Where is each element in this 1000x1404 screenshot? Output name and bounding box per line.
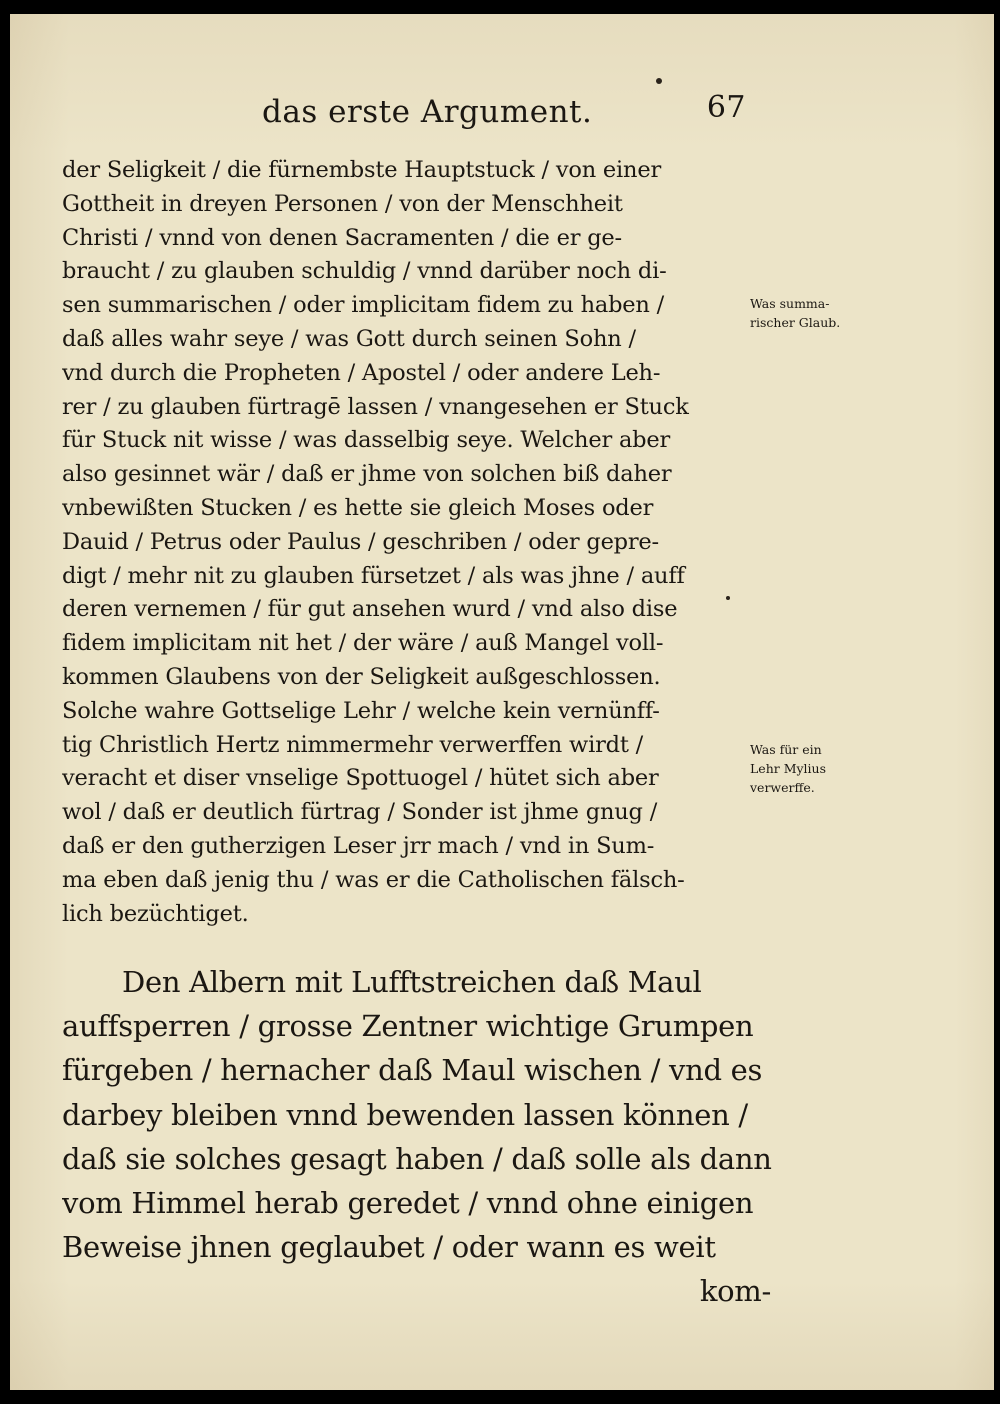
text-line: rer / zu glauben fürtragē lassen / vnangesehen er Stuck bbox=[62, 393, 689, 420]
body-paragraph bbox=[62, 154, 777, 931]
text-line: fidem implicitam nit het / der wäre / auß Mangel voll- bbox=[62, 630, 664, 657]
text-line: fürgeben / hernacher daß Maul wischen / vnd es bbox=[62, 1053, 763, 1088]
text-line: daß er den gutherzigen Leser jrr mach / vnd in Sum- bbox=[62, 832, 655, 859]
text-line: sen summarischen / oder implicitam fidem zu haben / bbox=[62, 292, 665, 319]
large-type-paragraph bbox=[62, 960, 777, 1314]
text-line: veracht et diser vnselige Spottuogel / hütet sich aber bbox=[62, 765, 659, 792]
margin-note bbox=[750, 740, 900, 797]
text-line: braucht / zu glauben schuldig / vnnd darüber noch di- bbox=[62, 258, 667, 285]
text-line: Beweise jhnen geglaubet / oder wann es weit bbox=[62, 1230, 716, 1265]
margin-note-line: rischer Glaub. bbox=[750, 315, 841, 330]
text-line: Gottheit in dreyen Personen / von der Menschheit bbox=[62, 190, 623, 217]
book-page bbox=[10, 14, 994, 1390]
ink-speck bbox=[656, 78, 662, 84]
running-head bbox=[262, 88, 782, 136]
text-line: Den Albern mit Lufftstreichen daß Maul bbox=[122, 965, 702, 999]
text-line: lich bezüchtiget. bbox=[62, 900, 249, 927]
text-line: vnd durch die Propheten / Apostel / oder andere Leh- bbox=[62, 359, 661, 386]
text-line: für Stuck nit wisse / was dasselbig seye. Welcher aber bbox=[62, 427, 671, 454]
text-line: auffsperren / grosse Zentner wichtige Grumpen bbox=[62, 1009, 754, 1044]
text-line: vom Himmel herab geredet / vnnd ohne einigen bbox=[62, 1185, 754, 1220]
text-line: daß sie solches gesagt haben / daß solle als dann bbox=[62, 1141, 772, 1176]
text-line: Dauid / Petrus oder Paulus / geschriben / oder gepre- bbox=[62, 528, 659, 555]
margin-note bbox=[750, 294, 900, 332]
text-line: tig Christlich Hertz nimmermehr verwerffen wirdt / bbox=[62, 731, 644, 758]
text-line: darbey bleiben vnnd bewenden lassen können / bbox=[62, 1097, 748, 1132]
text-line: digt / mehr nit zu glauben fürsetzet / als was jhne / auff bbox=[62, 562, 685, 589]
text-line: deren vernemen / für gut ansehen wurd / vnd also dise bbox=[62, 596, 678, 623]
text-line: ma eben daß jenig thu / was er die Catholischen fälsch- bbox=[62, 866, 685, 893]
text-line: kommen Glaubens von der Seligkeit außgeschlossen. bbox=[62, 663, 661, 690]
text-line: wol / daß er deutlich fürtrag / Sonder ist jhme gnug / bbox=[62, 799, 658, 826]
running-title: das erste Argument. bbox=[262, 94, 593, 130]
text-line: also gesinnet wär / daß er jhme von solchen biß daher bbox=[62, 461, 672, 488]
text-line: daß alles wahr seye / was Gott durch seinen Sohn / bbox=[62, 325, 636, 352]
margin-note-line: Was summa- bbox=[750, 296, 830, 311]
catchword: kom- bbox=[699, 1274, 771, 1309]
margin-note-line: verwerffe. bbox=[750, 780, 815, 795]
text-line: Solche wahre Gottselige Lehr / welche kein vernünff- bbox=[62, 697, 660, 724]
text-line: der Seligkeit / die fürnembste Hauptstuck / von einer bbox=[62, 157, 662, 183]
page-number: 67 bbox=[706, 90, 746, 125]
margin-note-line: Was für ein bbox=[750, 742, 822, 757]
text-line: vnbewißten Stucken / es hette sie gleich Moses oder bbox=[62, 494, 654, 521]
margin-note-line: Lehr Mylius bbox=[750, 761, 827, 776]
text-line: Christi / vnnd von denen Sacramenten / die er ge- bbox=[62, 224, 622, 251]
